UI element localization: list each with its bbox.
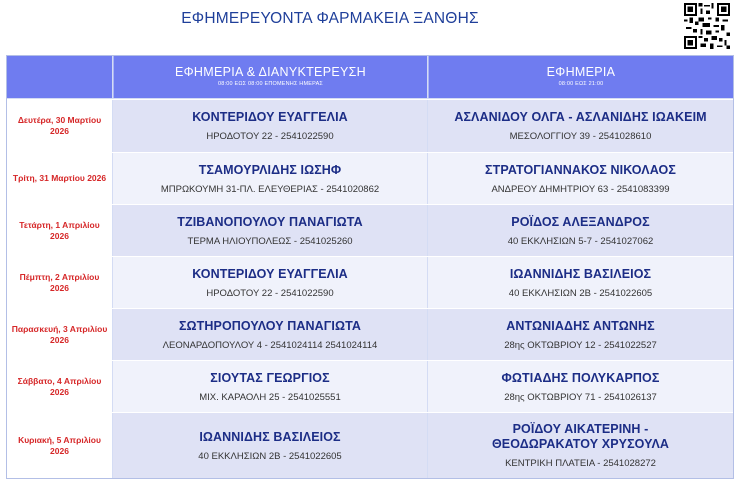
pharmacy-address: 40 ΕΚΚΛΗΣΙΩΝ 5-7 - 2541027062 [507, 235, 654, 247]
night-duty-cell [113, 153, 427, 204]
night-duty-cell [113, 100, 427, 152]
pharmacy-address: 28ης ΟΚΤΩΒΡΙΟΥ 71 - 2541026137 [504, 391, 657, 403]
pharmacy-name: ΤΣΑΜΟΥΡΛΙΔΗΣ ΙΩΣΗΦ [198, 162, 342, 177]
night-duty-cell [113, 413, 427, 478]
pharmacy-address: ΑΝΔΡΕΟΥ ΔΗΜΗΤΡΙΟΥ 63 - 2541083399 [491, 183, 670, 195]
row-date: Πέμπτη, 2 Απριλίου 2026 [7, 257, 112, 308]
row-date: Τετάρτη, 1 Απριλίου 2026 [7, 205, 112, 256]
night-duty-cell [113, 361, 427, 412]
row-date: Παρασκευή, 3 Απριλίου 2026 [7, 309, 112, 360]
qr-code-icon[interactable] [684, 3, 730, 49]
pharmacy-address: 28ης ΟΚΤΩΒΡΙΟΥ 12 - 2541022527 [504, 339, 657, 351]
row-date: Σάββατο, 4 Απριλίου 2026 [7, 361, 112, 412]
pharmacy-name: ΙΩΑΝΝΙΔΗΣ ΒΑΣΙΛΕΙΟΣ [199, 429, 341, 444]
pharmacy-address: ΛΕΟΝΑΡΔΟΠΟΥΛΟΥ 4 - 2541024114 2541024114 [162, 339, 378, 351]
pharmacy-name: ΣΤΡΑΤΟΓΙΑΝΝΑΚΟΣ ΝΙΚΟΛΑΟΣ [485, 162, 676, 177]
pharmacy-name: ΚΟΝΤΕΡΙΔΟΥ ΕΥΑΓΓΕΛΙΑ [192, 110, 348, 124]
header-night-duty-hours: 08:00 ΕΩΣ 08:00 ΕΠΟΜΕΝΗΣ ΗΜΕΡΑΣ [217, 81, 324, 87]
day-duty-cell [428, 413, 733, 478]
table-body [7, 99, 733, 478]
pharmacy-name: ΦΩΤΙΑΔΗΣ ΠΟΛΥΚΑΡΠΟΣ [501, 370, 660, 385]
table-row [7, 412, 733, 478]
pharmacy-address: ΜΠΡΩΚΟΥΜΗ 31-ΠΛ. ΕΛΕΥΘΕΡΙΑΣ - 2541020862 [160, 183, 380, 195]
pharmacy-address: 40 ΕΚΚΛΗΣΙΩΝ 2Β - 2541022605 [508, 287, 653, 299]
pharmacy-name: ΚΟΝΤΕΡΙΔΟΥ ΕΥΑΓΓΕΛΙΑ [192, 266, 348, 281]
pharmacy-address: 40 ΕΚΚΛΗΣΙΩΝ 2Β - 2541022605 [198, 450, 342, 462]
pharmacy-name: ΡΟΪΔΟΥ ΑΙΚΑΤΕΡΙΝΗ - ΘΕΟΔΩΡΑΚΑΤΟΥ ΧΡΥΣΟΥΛΑ [491, 422, 670, 451]
day-duty-cell [428, 309, 733, 360]
page-title: ΕΦΗΜΕΡΕΥΟΝΤΑ ΦΑΡΜΑΚΕΙΑ ΞΑΝΘΗΣ [181, 10, 479, 27]
night-duty-cell [113, 257, 427, 308]
pharmacy-address: ΚΕΝΤΡΙΚΗ ΠΛΑΤΕΙΑ - 2541028272 [505, 458, 656, 469]
header-night-duty-title: ΕΦΗΜΕΡΙΑ & ΔΙΑΝΥΚΤΕΡΕΥΣΗ [175, 65, 366, 79]
header-day-duty [428, 56, 733, 98]
pharmacy-address: ΜΕΣΟΛΟΓΓΙΟΥ 39 - 2541028610 [509, 131, 652, 142]
row-date: Κυριακή, 5 Απριλίου 2026 [7, 413, 112, 478]
day-duty-cell [428, 257, 733, 308]
day-duty-cell [428, 361, 733, 412]
pharmacy-name: ΙΩΑΝΝΙΔΗΣ ΒΑΣΙΛΕΙΟΣ [509, 266, 652, 281]
duty-pharmacies-table [6, 55, 734, 479]
pharmacy-name: ΣΩΤΗΡΟΠΟΥΛΟΥ ΠΑΝΑΓΙΩΤΑ [178, 318, 362, 333]
row-date: Τρίτη, 31 Μαρτίου 2026 [7, 153, 112, 204]
pharmacy-name: ΡΟΪΔΟΣ ΑΛΕΞΑΝΔΡΟΣ [511, 214, 650, 229]
table-row [7, 256, 733, 308]
day-duty-cell [428, 205, 733, 256]
pharmacy-name: ΑΝΤΩΝΙΑΔΗΣ ΑΝΤΩΝΗΣ [506, 318, 655, 333]
pharmacy-name: ΤΖΙΒΑΝΟΠΟΥΛΟΥ ΠΑΝΑΓΙΩΤΑ [177, 214, 363, 229]
day-duty-cell [428, 100, 733, 152]
header-night-duty [113, 56, 427, 98]
pharmacy-address: ΤΕΡΜΑ ΗΛΙΟΥΠΟΛΕΩΣ - 2541025260 [187, 235, 353, 247]
table-row [7, 204, 733, 256]
header-day-duty-hours: 08:00 ΕΩΣ 21:00 [558, 81, 604, 87]
pharmacy-address: ΗΡΟΔΟΤΟΥ 22 - 2541022590 [206, 131, 334, 142]
day-duty-cell [428, 153, 733, 204]
pharmacy-address: ΗΡΟΔΟΤΟΥ 22 - 2541022590 [206, 287, 334, 299]
table-row [7, 360, 733, 412]
header-day-duty-title: ΕΦΗΜΕΡΙΑ [546, 65, 616, 79]
table-row [7, 308, 733, 360]
row-date: Δευτέρα, 30 Μαρτίου 2026 [7, 100, 112, 152]
night-duty-cell [113, 309, 427, 360]
pharmacy-name: ΑΣΛΑΝΙΔΟΥ ΟΛΓΑ - ΑΣΛΑΝΙΔΗΣ ΙΩΑΚΕΙΜ [454, 110, 707, 124]
table-row [7, 99, 733, 152]
table-row [7, 152, 733, 204]
pharmacy-address: ΜΙΧ. ΚΑΡΑΟΛΗ 25 - 2541025551 [199, 391, 341, 403]
header-date-column [7, 56, 112, 98]
pharmacy-name: ΣΙΟΥΤΑΣ ΓΕΩΡΓΙΟΣ [210, 370, 330, 385]
night-duty-cell [113, 205, 427, 256]
